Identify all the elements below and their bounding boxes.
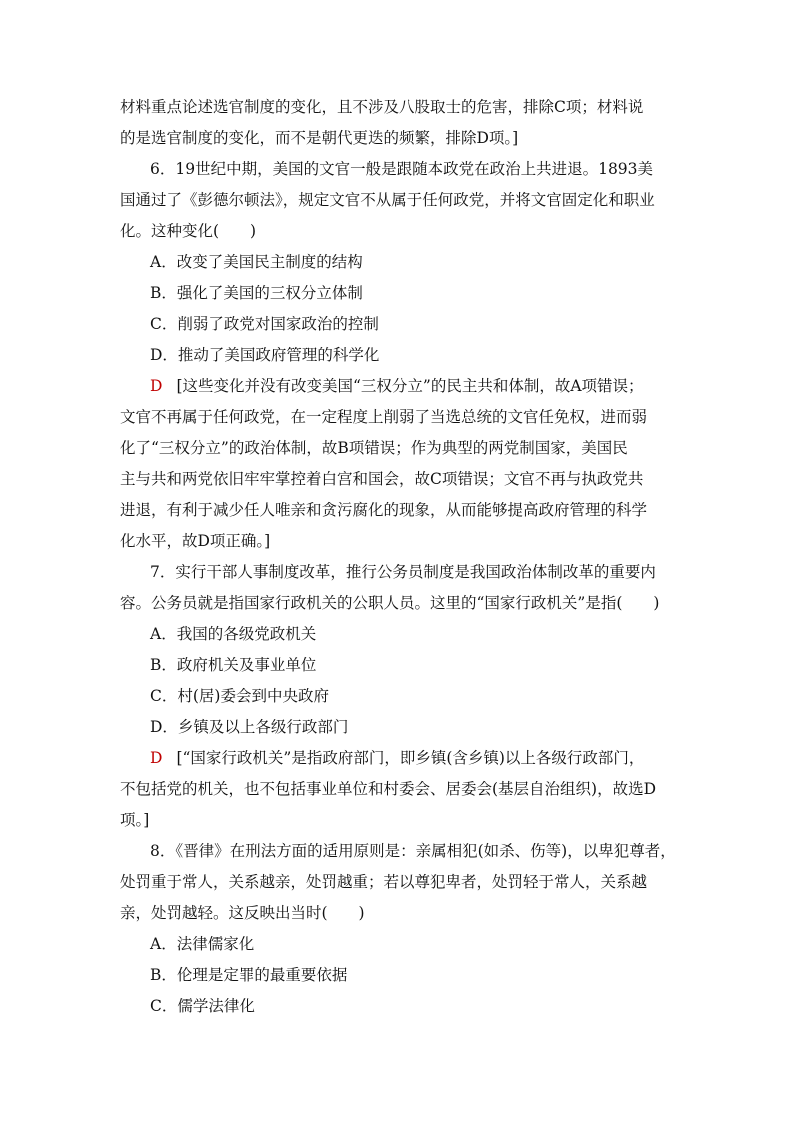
option-c: C．村(居)委会到中央政府 <box>150 687 329 705</box>
question-stem-line: 化。这种变化( ) <box>120 222 257 240</box>
answer-letter: D <box>150 377 163 395</box>
option-a: A．法律儒家化 <box>150 935 255 953</box>
explanation-line: 化了“三权分立”的政治体制，故B项错误；作为典型的两党制国家，美国民 <box>120 439 628 457</box>
question-stem-line: 亲，处罚越轻。这反映出当时( ) <box>120 904 365 922</box>
explanation-line: 进退，有利于减少任人唯亲和贪污腐化的现象，从而能够提高政府管理的科学 <box>120 501 648 519</box>
question-6 <box>120 154 676 557</box>
option-b: B．伦理是定罪的最重要依据 <box>150 966 348 984</box>
explanation-line: 主与共和两党依旧牢牢掌控着白宫和国会，故C项错误；文官不再与执政党共 <box>120 470 644 488</box>
continuation-line: 的是选官制度的变化，而不是朝代更迭的频繁，排除D项。] <box>120 129 519 147</box>
answer-line <box>120 371 676 402</box>
explanation-line: 化水平，故D项正确。] <box>120 532 271 550</box>
question-stem-line: 容。公务员就是指国家行政机关的公职人员。这里的“国家行政机关”是指( ) <box>120 594 660 612</box>
question-stem-line: 8．《晋律》在刑法方面的适用原则是：亲属相犯(如杀、伤等)，以卑犯尊者， <box>150 842 676 860</box>
continuation-line: 材料重点论述选官制度的变化，且不涉及八股取士的危害，排除C项；材料说 <box>120 98 644 116</box>
option-b: B．政府机关及事业单位 <box>150 656 317 674</box>
explanation-line: 文官不再属于任何政党，在一定程度上削弱了当选总统的文官任免权，进而弱 <box>120 408 648 426</box>
question-stem-line: 处罚重于常人，关系越亲，处罚越重；若以尊犯卑者，处罚轻于常人，关系越 <box>120 873 648 891</box>
option-c: C．儒学法律化 <box>150 997 255 1015</box>
answer-line <box>120 743 676 774</box>
explanation-line: 不包括党的机关，也不包括事业单位和村委会、居委会(基层自治组织)，故选D <box>120 780 657 798</box>
question-8 <box>120 836 676 1022</box>
question-stem-line: 国通过了《彭德尔顿法》，规定文官不从属于任何政党，并将文官固定化和职业 <box>120 191 655 209</box>
option-d: D．乡镇及以上各级行政部门 <box>150 718 349 736</box>
option-a: A．改变了美国民主制度的结构 <box>150 253 363 271</box>
question-stem-line: 6．19世纪中期，美国的文官一般是跟随本政党在政治上共进退。1893美 <box>150 160 654 178</box>
explanation-line: 项。] <box>120 811 150 829</box>
question-stem-line: 7．实行干部人事制度改革，推行公务员制度是我国政治体制改革的重要内 <box>150 563 656 581</box>
option-d: D．推动了美国政府管理的科学化 <box>150 346 380 364</box>
option-b: B．强化了美国的三权分立体制 <box>150 284 363 302</box>
answer-letter: D <box>150 749 163 767</box>
option-c: C．削弱了政党对国家政治的控制 <box>150 315 379 333</box>
question-7 <box>120 557 676 836</box>
document-page <box>120 92 676 1022</box>
explanation-text: [“国家行政机关”是指政府部门，即乡镇(含乡镇)以上各级行政部门， <box>176 749 645 767</box>
explanation-text: [这些变化并没有改变美国“三权分立”的民主共和体制，故A项错误； <box>176 377 644 395</box>
option-a: A．我国的各级党政机关 <box>150 625 317 643</box>
